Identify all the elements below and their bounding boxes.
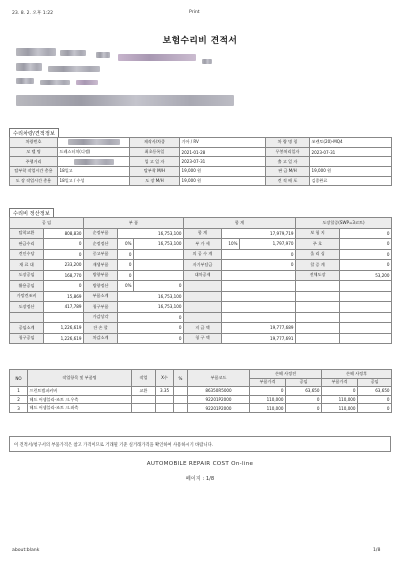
header-part-price: 부품가격	[250, 378, 286, 387]
cell-label: 탈착교환	[10, 228, 44, 239]
cell-part-code: 86350R5000	[188, 387, 250, 396]
cell-value: 0	[44, 239, 84, 250]
cell-blank	[340, 323, 392, 334]
cell-value	[134, 270, 184, 281]
cell-label: 재 료 대	[10, 260, 44, 271]
redacted-block	[76, 80, 98, 85]
table-row	[10, 370, 392, 379]
redacted-block	[16, 78, 34, 84]
cell-blank	[184, 312, 222, 323]
cell-label: 주 호	[296, 239, 340, 250]
cell-value: 0	[134, 281, 184, 292]
cell-value: 1,797,970	[240, 239, 296, 250]
cell-blank	[296, 281, 340, 292]
label-paint-hours: 도 장 작업시간 총용	[10, 176, 58, 186]
cell-value: 63,650	[358, 387, 392, 396]
table-row	[10, 239, 392, 250]
table-row	[10, 302, 392, 313]
header-before-adjust: 손해 사정전	[250, 370, 322, 379]
value-detach-mh: 19,000 원	[180, 167, 266, 177]
disclaimer-note: 이 견적서/청구서의 부품가격은 참고 가격이므로 거래될 기준 실거래가격을 확인하여 사용하시기 바랍니다.	[9, 436, 391, 452]
value-mileage	[58, 157, 130, 167]
header-no: NO	[10, 370, 28, 387]
cell-value: 0%	[118, 239, 134, 250]
cell-label: 방향정산	[84, 281, 118, 292]
table-row	[10, 176, 392, 186]
header-qty: X수	[156, 370, 174, 387]
cell-qty	[156, 395, 174, 404]
cell-value: 0%	[118, 281, 134, 292]
cell-value: 110,000	[322, 404, 358, 413]
label-detach-hours: 탈부착 작업시간 총용	[10, 167, 58, 177]
cell-item: 헤드 어셈블리-조트 크.좌측	[28, 404, 132, 413]
print-url: about:blank	[12, 548, 40, 553]
cell-value: 0	[222, 260, 296, 271]
table-row	[10, 395, 392, 404]
label-first-registration: 최초등록일	[130, 147, 180, 157]
table-row	[10, 157, 392, 167]
cell-value: 0	[340, 239, 392, 250]
header-work: 작업	[132, 370, 156, 387]
section-title-vehicle: 수리차량/견적정보	[9, 128, 59, 138]
value-sheet-metal-mh: 19,000 원	[310, 167, 392, 177]
vehicle-info-table	[9, 137, 392, 186]
cell-percent	[174, 404, 188, 413]
cell-value: 0	[340, 249, 392, 260]
header-labor: 공임	[286, 378, 322, 387]
footer-service-name: AUTOMOBILE REPAIR COST On-line	[146, 461, 254, 467]
redacted-block	[16, 48, 56, 56]
redacted-block	[16, 95, 234, 106]
value-estimate-issuer: 김종완료	[310, 176, 392, 186]
value-maker: 기아 / RV	[180, 138, 266, 148]
cell-value: 0	[286, 395, 322, 404]
cell-label: 재생부품	[84, 260, 118, 271]
cell-value: 17,979,719	[222, 228, 296, 239]
cell-blank	[340, 291, 392, 302]
cell-label: 보 험 지	[296, 228, 340, 239]
value-vehicle-name: 쏘렌토(20)-MQ4	[310, 138, 392, 148]
cell-value: 0	[340, 228, 392, 239]
cell-blank	[296, 333, 340, 344]
cell-label: 청구부품	[84, 302, 118, 313]
print-datetime: 23. 8. 2. 오후 1:22	[12, 11, 54, 16]
table-row	[10, 281, 392, 292]
cell-percent	[174, 387, 188, 396]
cell-blank	[296, 312, 340, 323]
redacted-block	[202, 59, 212, 64]
label-entry-date: 입 고 일 자	[130, 157, 180, 167]
cell-blank	[222, 281, 296, 292]
cell-label: 도장정산	[10, 302, 44, 313]
cell-no: 3	[10, 404, 28, 413]
redacted-block	[68, 139, 120, 145]
cell-label: 도장공임	[10, 270, 44, 281]
cell-value: 16,753,100	[118, 291, 184, 302]
cell-blank	[340, 312, 392, 323]
cell-qty	[156, 404, 174, 413]
cell-label: 견인수당	[10, 249, 44, 260]
table-row	[10, 228, 392, 239]
cell-value: 0	[286, 404, 322, 413]
value-paint-hours: 18일고 / 수성	[58, 176, 130, 186]
cell-label: 청 구 액	[184, 333, 222, 344]
header-labor: 공 임	[10, 218, 84, 229]
cell-value: 168,770	[44, 270, 84, 281]
value-entry-date: 2023-07-31	[180, 157, 266, 167]
cell-part-code: 92201P2000	[188, 404, 250, 413]
value-detach-hours: 18일고	[58, 167, 130, 177]
value-release-date	[310, 157, 392, 167]
cell-value: 0	[358, 404, 392, 413]
cell-item: 헤드 어셈블리-조트 크.우측	[28, 395, 132, 404]
table-row	[10, 167, 392, 177]
cell-value: 19,777,689	[222, 323, 296, 334]
redacted-block	[96, 52, 110, 58]
cell-blank	[184, 302, 222, 313]
cell-part-code: 92201P2000	[188, 395, 250, 404]
cell-blank	[184, 291, 222, 302]
print-app-label: Print	[189, 10, 200, 15]
cell-value: 110,000	[250, 395, 286, 404]
cell-percent	[174, 395, 188, 404]
cell-value: 19,777,691	[222, 333, 296, 344]
table-row	[10, 387, 392, 396]
cell-blank	[296, 323, 340, 334]
cell-value: 16,753,100	[134, 239, 184, 250]
cell-value: 0	[118, 270, 134, 281]
redacted-block	[48, 66, 100, 72]
cell-value: 1,226,619	[44, 323, 84, 334]
header-part-price: 부품가격	[322, 378, 358, 387]
value-paint-mh: 19,000 원	[180, 176, 266, 186]
cell-no: 2	[10, 395, 28, 404]
cell-value: 0	[358, 395, 392, 404]
cell-value: 0	[250, 387, 286, 396]
document-title: 보험수리비 견적서	[162, 36, 238, 46]
table-row	[10, 218, 392, 229]
label-paint-mh: 도 장 M/H	[130, 176, 180, 186]
cell-label: 할 증 계	[296, 260, 340, 271]
label-vehicle-name: 차 량 명 칭	[266, 138, 310, 148]
cell-value	[134, 249, 184, 260]
header-paint-surcharge: 도장할증(SWP=3코트)	[296, 218, 392, 229]
label-mileage: 주행거리	[10, 157, 58, 167]
cell-value: 110,000	[322, 395, 358, 404]
cell-blank	[340, 281, 392, 292]
cell-blank	[184, 281, 222, 292]
table-row	[10, 147, 392, 157]
label-sheet-metal-mh: 판 금 M/H	[266, 167, 310, 177]
cell-work: 교환	[132, 387, 156, 396]
header-total: 합 계	[184, 218, 296, 229]
cell-work	[132, 395, 156, 404]
cell-value: 1,226,619	[44, 333, 84, 344]
value-model: 드레스터치(디젤)	[58, 147, 130, 157]
label-plate: 차량번호	[10, 138, 58, 148]
parts-table	[9, 369, 392, 413]
cell-value: 417,789	[44, 302, 84, 313]
cell-label: 대차공제	[184, 270, 222, 281]
cell-label: 부품소계	[84, 291, 118, 302]
header-item: 작업항목 및 부품명	[28, 370, 132, 387]
cell-value: 16,753,100	[118, 228, 184, 239]
redacted-block	[40, 80, 70, 85]
value-first-registration: 2021-01-28	[180, 147, 266, 157]
header-labor: 공임	[358, 378, 392, 387]
cell-blank	[44, 312, 84, 323]
cell-blank	[222, 302, 296, 313]
cell-blank	[296, 302, 340, 313]
cell-value: 110,000	[250, 404, 286, 413]
redacted-block	[118, 54, 196, 61]
header-part-code: 부품코드	[188, 370, 250, 387]
cell-value: 0	[322, 387, 358, 396]
redacted-block	[60, 50, 86, 56]
cell-label: 차감소계	[84, 333, 118, 344]
redacted-block	[74, 159, 114, 165]
cell-label: 판금수리	[10, 239, 44, 250]
cell-value: 0	[118, 249, 134, 260]
cell-value: 233,200	[44, 260, 84, 271]
cell-blank	[222, 312, 296, 323]
label-release-date: 출 고 일 자	[266, 157, 310, 167]
cell-label: 순정부품	[84, 228, 118, 239]
cell-label: 공임소계	[10, 323, 44, 334]
table-row	[10, 249, 392, 260]
settlement-table	[9, 217, 392, 344]
cell-value: 0	[118, 333, 184, 344]
table-row	[10, 260, 392, 271]
print-page-number: 1/8	[373, 548, 381, 553]
cell-value: 0	[118, 260, 134, 271]
cell-value: 0	[44, 281, 84, 292]
header-parts: 부 품	[84, 218, 184, 229]
cell-value: 16,753,100	[118, 302, 184, 313]
cell-label: 전체도장	[296, 270, 340, 281]
cell-label: 가감상각	[84, 312, 118, 323]
cell-blank	[340, 302, 392, 313]
cell-label: 의 공 수 계	[184, 249, 222, 260]
label-maker: 제작사/차종	[130, 138, 180, 148]
table-row	[10, 270, 392, 281]
cell-label: 부 가 세	[184, 239, 222, 250]
cell-item: 프런트범퍼커버	[28, 387, 132, 396]
value-plate	[58, 138, 130, 148]
cell-no: 1	[10, 387, 28, 396]
cell-blank	[296, 291, 340, 302]
label-estimate-issuer: 견 적 배 포	[266, 176, 310, 186]
header-percent: %	[174, 370, 188, 387]
cell-qty: 3.35	[156, 387, 174, 396]
cell-value: 0	[222, 249, 296, 260]
cell-blank	[340, 333, 392, 344]
table-row	[10, 291, 392, 302]
cell-work	[132, 404, 156, 413]
cell-value: 63,650	[286, 387, 322, 396]
table-row	[10, 333, 392, 344]
label-detach-mh: 탈부착 M/H	[130, 167, 180, 177]
header-after-adjust: 손해 사정후	[322, 370, 392, 379]
cell-label: 가망견조비	[10, 291, 44, 302]
cell-label: 청구공임	[10, 333, 44, 344]
cell-value: 53,200	[340, 270, 392, 281]
table-row	[10, 404, 392, 413]
footer-page-indicator: 페이지 : 1/8	[185, 476, 215, 482]
cell-label: 지 급 액	[184, 323, 222, 334]
cell-value	[222, 270, 296, 281]
cell-label: 중고부품	[84, 249, 118, 260]
cell-label: 올 리 싱	[296, 249, 340, 260]
redacted-block	[16, 63, 42, 71]
cell-label: 자기부담금	[184, 260, 222, 271]
cell-value	[134, 260, 184, 271]
cell-blank	[10, 312, 44, 323]
cell-label: 순정정산	[84, 239, 118, 250]
cell-value: 0	[118, 312, 184, 323]
cell-blank	[222, 291, 296, 302]
cell-value: 0	[118, 323, 184, 334]
table-row	[10, 323, 392, 334]
label-model: 모 델 명	[10, 147, 58, 157]
cell-value: 0	[44, 249, 84, 260]
label-process-date: 무봉처리일자	[266, 147, 310, 157]
cell-label: 방향부품	[84, 270, 118, 281]
table-row	[10, 138, 392, 148]
cell-value: 10%	[222, 239, 240, 250]
cell-value: 0	[340, 260, 392, 271]
table-row	[10, 312, 392, 323]
value-process-date: 2023-07-31	[310, 147, 392, 157]
cell-value: 15,869	[44, 291, 84, 302]
cell-label: 합 계	[184, 228, 222, 239]
cell-label: 활용공임	[10, 281, 44, 292]
cell-label: 잔 손 할	[84, 323, 118, 334]
cell-value: 808,830	[44, 228, 84, 239]
section-title-settlement: 수리비 정산정보	[9, 208, 54, 218]
